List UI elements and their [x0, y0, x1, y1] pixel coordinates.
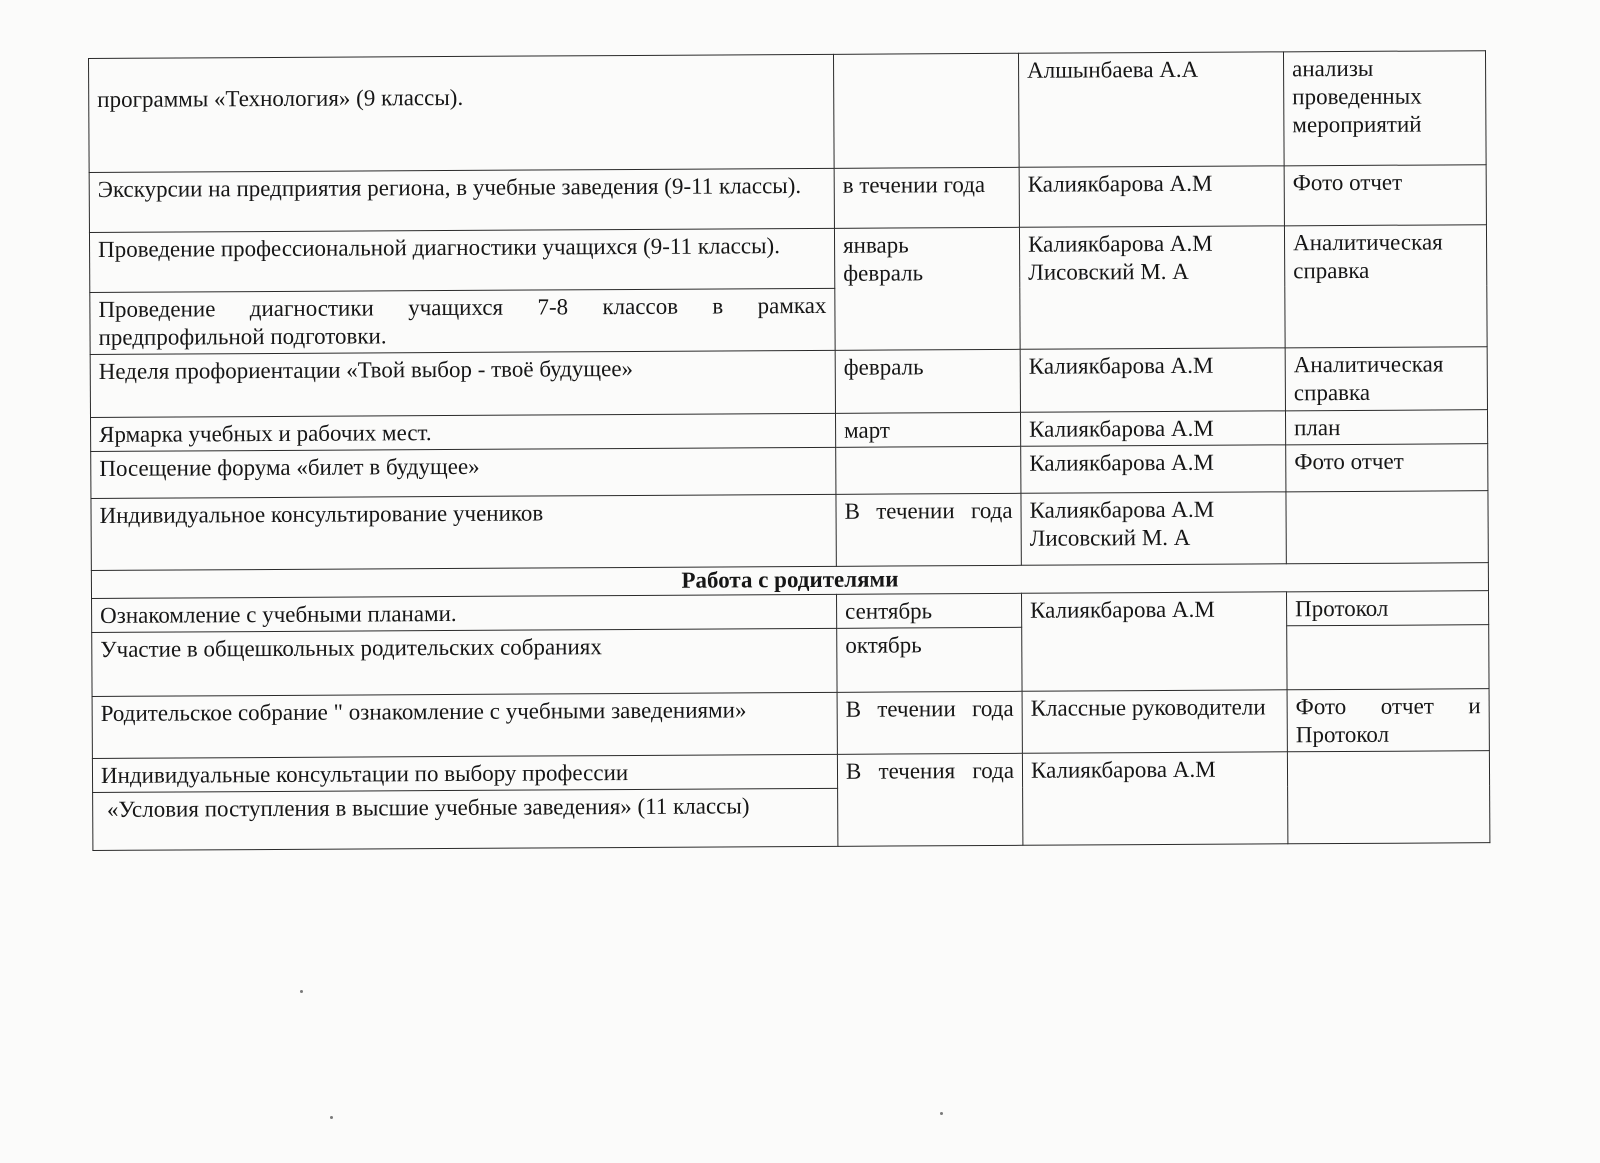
career-guidance-plan-table	[88, 50, 1490, 851]
activity-cell: Индивидуальные консультации по выбору профессии	[92, 754, 837, 792]
table-row	[91, 491, 1488, 571]
table-row	[91, 444, 1488, 499]
activity-cell: Индивидуальное консультирование учеников	[91, 494, 836, 570]
table-row	[89, 225, 1486, 293]
scan-speck	[300, 990, 303, 993]
activity-cell: Проведение диагностики учащихся 7-8 классов в рамках предпрофильной подготовки.	[90, 288, 835, 354]
date-cell	[834, 227, 1020, 350]
result-cell: Фото отчет	[1284, 165, 1486, 226]
responsible-line: Лисовский М. А	[1029, 524, 1191, 551]
scan-speck	[330, 1116, 333, 1119]
responsible-cell: Калиякбарова А.М	[1020, 411, 1285, 446]
responsible-line: Калиякбарова А.М	[1029, 496, 1215, 523]
result-cell	[1287, 751, 1490, 844]
responsible-cell: Алшынбаева А.А	[1018, 52, 1284, 167]
table-row	[92, 591, 1489, 633]
activity-cell: Экскурсии на предприятия региона, в учебные заведения (9-11 классы).	[89, 168, 834, 232]
responsible-cell: Калиякбарова А.М	[1022, 592, 1288, 691]
table-row	[92, 689, 1489, 759]
activity-cell: программы «Технология» (9 классы).	[89, 54, 835, 172]
activity-cell: Родительское собрание " ознакомление с учебными заведениями»	[92, 692, 837, 758]
result-cell	[1287, 625, 1489, 690]
date-cell: март	[835, 412, 1020, 447]
result-cell: Фото отчет	[1286, 444, 1488, 492]
date-cell: сентябрь	[837, 593, 1022, 628]
date-cell: В течении года	[836, 493, 1021, 566]
activity-cell: Неделя профориентации «Твой выбор - твоё будущее»	[90, 350, 835, 417]
responsible-line: Лисовский М. А	[1028, 258, 1189, 285]
responsible-cell	[1019, 226, 1285, 349]
date-cell	[836, 446, 1021, 494]
responsible-cell	[1021, 492, 1286, 565]
date-cell: В течении года	[837, 691, 1022, 754]
date-cell	[833, 53, 1019, 168]
table-row	[89, 165, 1486, 233]
responsible-cell: Калиякбарова А.М	[1020, 348, 1285, 412]
date-cell: февраль	[835, 349, 1020, 413]
responsible-cell: Калиякбарова А.М	[1022, 752, 1288, 845]
table-row	[89, 51, 1487, 173]
scan-speck	[940, 1112, 943, 1115]
table-row	[90, 347, 1487, 418]
result-cell	[1286, 491, 1488, 564]
result-cell: Фото отчет и Протокол	[1287, 689, 1489, 752]
result-cell: Протокол	[1287, 591, 1489, 626]
table-row	[92, 751, 1489, 793]
activity-cell: Участие в общешкольных родительских собраниях	[92, 628, 837, 696]
responsible-cell: Калиякбарова А.М	[1019, 166, 1284, 227]
activity-cell: Ярмарка учебных и рабочих мест.	[91, 413, 836, 451]
activity-cell: «Условия поступления в высшие учебные заведения» (11 классы)	[93, 788, 838, 850]
date-cell: в течении года	[834, 167, 1019, 228]
result-cell: Аналитическая справка	[1285, 347, 1487, 411]
section-title: Работа с родителями	[91, 563, 1488, 599]
result-cell: Аналитическая справка	[1284, 225, 1487, 348]
responsible-cell: Классные руководители	[1022, 690, 1287, 753]
result-cell: план	[1285, 410, 1487, 445]
date-line: январь	[842, 232, 909, 258]
activity-cell: Посещение форума «билет в будущее»	[91, 447, 836, 498]
responsible-cell: Калиякбарова А.М	[1021, 445, 1286, 493]
activity-cell: Проведение профессиональной диагностики учащихся (9-11 классы).	[89, 228, 834, 292]
date-line: февраль	[843, 260, 924, 286]
activity-cell: Ознакомление с учебными планами.	[92, 594, 837, 632]
responsible-line: Калиякбарова А.М	[1027, 230, 1213, 257]
result-cell: анализы проведенных мероприятий	[1283, 51, 1486, 166]
date-cell: В течения года	[837, 753, 1023, 846]
date-cell: октябрь	[837, 627, 1022, 692]
